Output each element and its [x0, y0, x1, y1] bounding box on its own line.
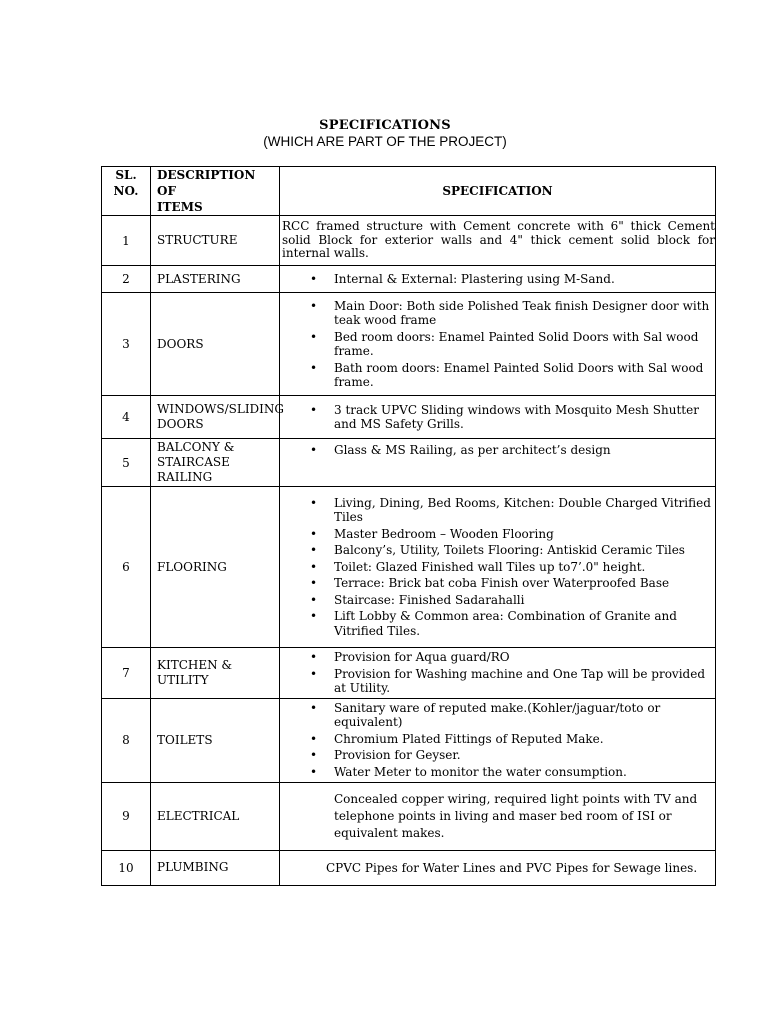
row-spec-list — [280, 396, 716, 439]
row-item: WINDOWS/SLIDING DOORS — [151, 396, 280, 439]
row-spec-list — [280, 439, 716, 487]
row-item: PLUMBING — [151, 850, 280, 885]
list-item: • Sanitary ware of reputed make.(Kohler/jaguar/toto or equivalent) — [310, 700, 661, 730]
row-item: TOILETS — [151, 698, 280, 782]
list-item: • Water Meter to monitor the water consumption. — [310, 764, 627, 779]
table-row — [102, 698, 716, 782]
table-row — [102, 439, 716, 487]
row-number: 9 — [102, 782, 151, 850]
row-number: 4 — [102, 396, 151, 439]
table-row — [102, 396, 716, 439]
list-item: • Glass & MS Railing, as per architect’s design — [310, 443, 611, 457]
table-header-row — [102, 167, 716, 216]
bullet-icon: • — [310, 609, 318, 624]
row-spec-list — [280, 266, 716, 293]
bullet-icon: • — [310, 559, 318, 574]
row-number: 5 — [102, 439, 151, 487]
document-title: SPECIFICATIONS — [319, 118, 451, 133]
list-item: • Provision for Washing machine and One Tap will be provided at Utility. — [310, 666, 705, 695]
row-spec-list — [280, 648, 716, 699]
row-number: 7 — [102, 648, 151, 699]
bullet-icon: • — [310, 650, 318, 664]
list-item: • Lift Lobby & Common area: Combination of Granite and Vitrified Tiles. — [310, 609, 677, 638]
header-description: DESCRIPTION OF ITEMS — [151, 167, 280, 216]
document-subtitle: (WHICH ARE PART OF THE PROJECT) — [263, 134, 507, 149]
row-spec-text: Concealed copper wiring, required light points with TV and telephone points in living and maser bed room of ISI or equivalent makes. — [280, 782, 716, 850]
row-item: STRUCTURE — [151, 216, 280, 266]
specifications-table — [101, 166, 716, 886]
list-item: • Main Door: Both side Polished Teak finish Designer door with teak wood frame — [310, 298, 710, 327]
row-item: ELECTRICAL — [151, 782, 280, 850]
row-item: DOORS — [151, 293, 280, 396]
bullet-icon: • — [310, 402, 318, 417]
row-spec-text: RCC framed structure with Cement concrete with 6" thick Cement solid Block for exterior walls and 4" thick cement solid block for internal walls. — [280, 216, 716, 266]
table-row — [102, 850, 716, 885]
table-row — [102, 487, 716, 648]
row-number: 2 — [102, 266, 151, 293]
row-number: 6 — [102, 487, 151, 648]
list-item: • Provision for Aqua guard/RO — [310, 650, 510, 664]
bullet-icon: • — [310, 731, 318, 746]
bullet-icon: • — [310, 592, 318, 607]
bullet-icon: • — [310, 360, 318, 375]
bullet-icon: • — [310, 576, 318, 591]
row-spec-list — [280, 293, 716, 396]
bullet-icon: • — [310, 764, 318, 779]
list-item: • Terrace: Brick bat coba Finish over Waterproofed Base — [310, 576, 670, 591]
table-row — [102, 782, 716, 850]
list-item: • Master Bedroom – Wooden Flooring — [310, 526, 554, 541]
table-row — [102, 266, 716, 293]
bullet-icon: • — [310, 666, 318, 681]
row-spec-list — [280, 698, 716, 782]
bullet-icon: • — [310, 271, 318, 286]
row-item: PLASTERING — [151, 266, 280, 293]
list-item: • Living, Dining, Bed Rooms, Kitchen: Double Charged Vitrified Tiles — [310, 495, 711, 525]
bullet-icon: • — [310, 543, 318, 558]
row-number: 10 — [102, 850, 151, 885]
row-number: 1 — [102, 216, 151, 266]
row-item: KITCHEN & UTILITY — [151, 648, 280, 699]
bullet-icon: • — [310, 298, 318, 313]
list-item: • Balcony’s, Utility, Toilets Flooring: Antiskid Ceramic Tiles — [310, 543, 685, 558]
header-specification: SPECIFICATION — [280, 167, 716, 216]
row-number: 8 — [102, 698, 151, 782]
bullet-icon: • — [310, 329, 318, 344]
row-item: BALCONY & STAIRCASE RAILING — [151, 439, 280, 487]
list-item: • Internal & External: Plastering using M-Sand. — [310, 271, 615, 286]
list-item: • Provision for Geyser. — [310, 748, 461, 763]
list-item: • Bed room doors: Enamel Painted Solid Doors with Sal wood frame. — [310, 329, 699, 358]
row-number: 3 — [102, 293, 151, 396]
list-item: • Toilet: Glazed Finished wall Tiles up to7’.0" height. — [310, 559, 646, 574]
bullet-icon: • — [310, 700, 318, 715]
row-spec-text: CPVC Pipes for Water Lines and PVC Pipes for Sewage lines. — [280, 850, 716, 885]
bullet-icon: • — [310, 748, 318, 763]
table-row — [102, 293, 716, 396]
table-row — [102, 216, 716, 266]
bullet-icon: • — [310, 495, 318, 510]
table-row — [102, 648, 716, 699]
list-item: • Chromium Plated Fittings of Reputed Make. — [310, 731, 604, 746]
list-item: • 3 track UPVC Sliding windows with Mosquito Mesh Shutter and MS Safety Grills. — [310, 402, 699, 431]
list-item: • Bath room doors: Enamel Painted Solid Doors with Sal wood frame. — [310, 360, 704, 389]
header-sl-no: SL. NO. — [102, 167, 151, 216]
list-item: • Staircase: Finished Sadarahalli — [310, 592, 525, 607]
row-spec-list — [280, 487, 716, 648]
row-item: FLOORING — [151, 487, 280, 648]
bullet-icon: • — [310, 526, 318, 541]
bullet-icon: • — [310, 443, 318, 457]
